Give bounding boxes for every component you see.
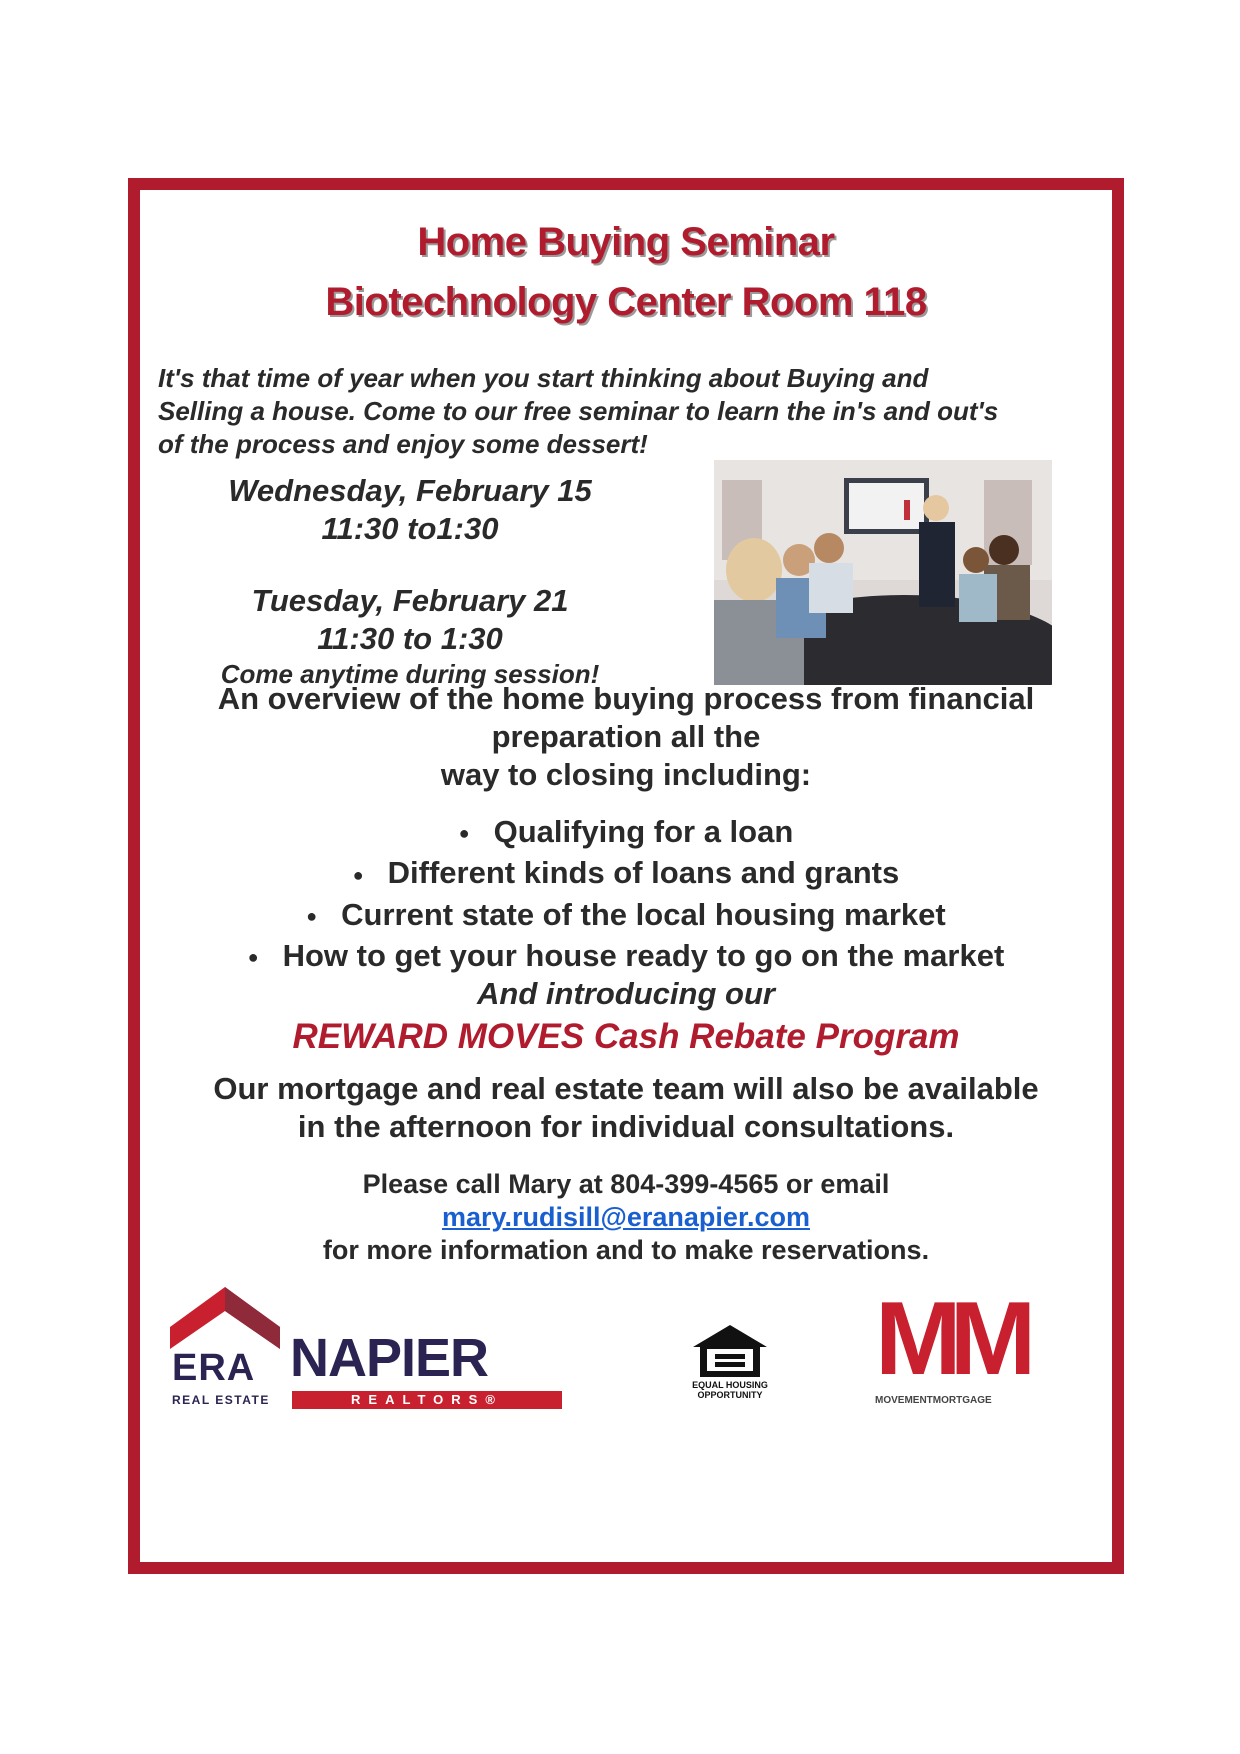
session-1-time: 11:30 to1:30 [321,511,499,546]
intro-line-2: Selling a house. Come to our free seminar to learn the in's and out's [158,396,999,426]
overview-line-2: preparation all the [491,719,761,754]
contact-block [140,1168,1112,1267]
mm-subtext: MOVEMENTMORTGAGE [875,1395,992,1406]
equal-housing-house-icon [693,1325,767,1377]
team-line-1: Our mortgage and real estate team will also be available [213,1071,1039,1106]
title-line-2: Biotechnology Center Room 118 [325,280,927,324]
list-item: ● Current state of the local housing market [306,896,946,932]
session-2 [200,582,620,690]
overview-line-3: way to closing including: [440,757,812,792]
session-2-time: 11:30 to 1:30 [317,621,503,656]
overview-text [140,680,1112,794]
equal-housing-text [680,1380,780,1400]
era-wordmark: ERA [172,1347,256,1389]
list-item: ● Qualifying for a loan [458,814,794,849]
topic-label: Current state of the local housing market [341,896,946,932]
eho-line-1: EQUAL HOUSING [692,1380,768,1390]
movement-mortgage-logo [875,1281,1075,1406]
team-text [140,1070,1112,1146]
program-intro: And introducing our [477,976,775,1011]
napier-wordmark: NAPIER [290,1328,489,1388]
overview-line-1: An overview of the home buying process from financial [217,681,1035,716]
topics-list [140,812,1112,977]
session-2-day: Tuesday, February 21 [251,583,569,618]
session-1-day: Wednesday, February 15 [228,473,592,508]
contact-line-3: for more information and to make reservations. [322,1235,930,1265]
era-napier-logo [170,1285,570,1415]
napier-subtext: REALTORS® [292,1391,562,1409]
session-1 [200,472,620,548]
intro-line-3: of the process and enjoy some dessert! [158,429,648,459]
seminar-photo [714,460,1052,685]
email-link[interactable]: mary.rudisill@eranapier.com [442,1202,810,1232]
intro-line-1: It's that time of year when you start thinking about Buying and [158,363,929,393]
team-line-2: in the afternoon for individual consultations. [297,1109,955,1144]
session-note: Come anytime during session! [220,659,600,689]
equal-housing-logo [680,1325,780,1415]
title-line-1: Home Buying Seminar [417,220,835,264]
list-item: ● Different kinds of loans and grants [352,855,900,891]
era-roof-icon [170,1285,280,1355]
mm-wordmark: MM [875,1281,1025,1397]
era-subtext: REAL ESTATE [172,1393,270,1407]
flyer-frame [128,178,1124,1574]
topic-label: Different kinds of loans and grants [387,855,900,891]
intro-paragraph [158,362,1098,461]
topic-label: Qualifying for a loan [493,814,794,849]
topic-label: How to get your house ready to go on the market [282,937,1005,973]
list-item: ● How to get your house ready to go on the market [247,937,1005,973]
program-name: REWARD MOVES Cash Rebate Program [292,1017,960,1056]
eho-line-2: OPPORTUNITY [697,1390,763,1400]
contact-line-1: Please call Mary at 804-399-4565 or email [362,1169,890,1199]
